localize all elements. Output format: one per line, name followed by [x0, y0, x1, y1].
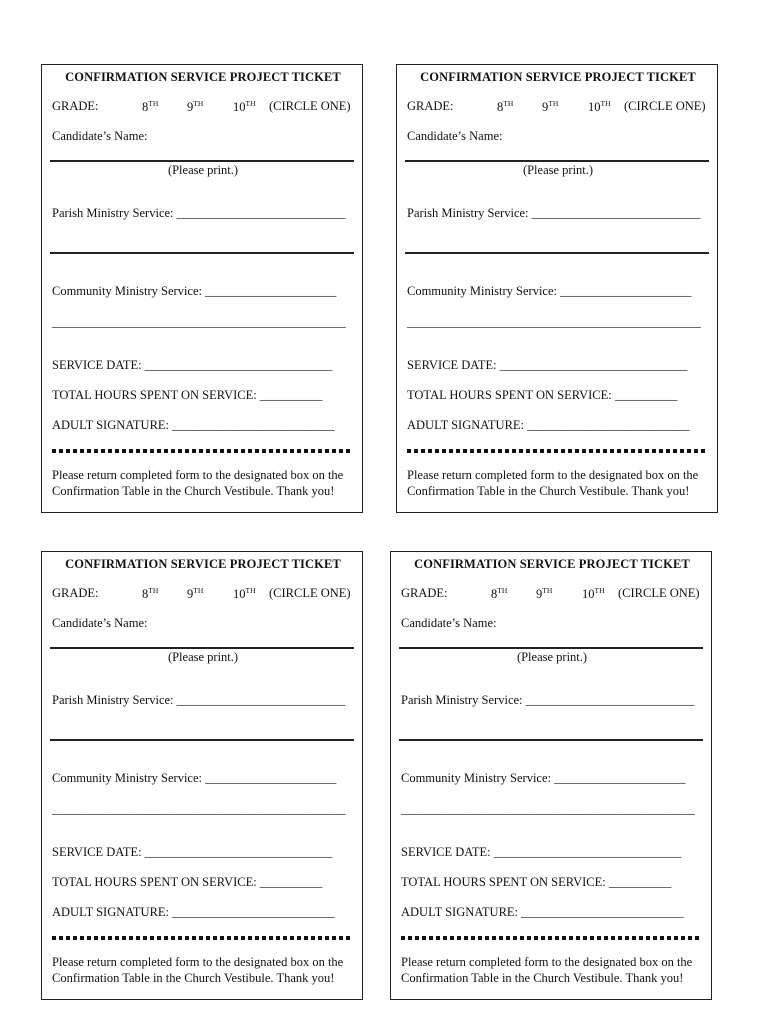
- candidate-name-line[interactable]: [50, 647, 354, 649]
- circle-one-instruction: (CIRCLE ONE): [269, 99, 351, 113]
- community-ministry-field[interactable]: Community Ministry Service: _____________________: [52, 284, 337, 298]
- grade-9-option[interactable]: 9TH: [536, 586, 553, 601]
- ticket-title: CONFIRMATION SERVICE PROJECT TICKET: [420, 70, 696, 84]
- candidate-name-label: Candidate’s Name:: [52, 616, 148, 630]
- grade-8-option[interactable]: 8TH: [491, 586, 508, 601]
- candidate-name-line[interactable]: [399, 647, 703, 649]
- community-ministry-field[interactable]: Community Ministry Service: _____________________: [401, 771, 686, 785]
- community-ministry-field[interactable]: Community Ministry Service: _____________________: [52, 771, 337, 785]
- circle-one-instruction: (CIRCLE ONE): [269, 586, 351, 600]
- community-ministry-line[interactable]: _______________________________________________: [52, 315, 346, 329]
- candidate-name-label: Candidate’s Name:: [401, 616, 497, 630]
- grade-10-option[interactable]: 10TH: [588, 99, 611, 114]
- please-print-note: (Please print.): [167, 163, 239, 177]
- dotted-separator: [401, 936, 701, 940]
- grade-8-option[interactable]: 8TH: [142, 99, 159, 114]
- grade-9-option[interactable]: 9TH: [542, 99, 559, 114]
- total-hours-field[interactable]: TOTAL HOURS SPENT ON SERVICE: __________: [401, 875, 672, 889]
- return-instructions: Please return completed form to the designated box on the Confirmation Table in the Church Vestibule. Thank you!: [52, 468, 344, 498]
- total-hours-field[interactable]: TOTAL HOURS SPENT ON SERVICE: __________: [407, 388, 678, 402]
- adult-signature-field[interactable]: ADULT SIGNATURE: __________________________: [401, 905, 684, 919]
- total-hours-field[interactable]: TOTAL HOURS SPENT ON SERVICE: __________: [52, 388, 323, 402]
- circle-one-instruction: (CIRCLE ONE): [624, 99, 706, 113]
- grade-10-option[interactable]: 10TH: [233, 99, 256, 114]
- parish-ministry-line[interactable]: [399, 739, 703, 741]
- community-ministry-line[interactable]: _______________________________________________: [401, 802, 695, 816]
- adult-signature-field[interactable]: ADULT SIGNATURE: __________________________: [52, 905, 335, 919]
- parish-ministry-line[interactable]: [50, 739, 354, 741]
- parish-ministry-field[interactable]: Parish Ministry Service: ___________________________: [401, 693, 695, 707]
- adult-signature-field[interactable]: ADULT SIGNATURE: __________________________: [52, 418, 335, 432]
- parish-ministry-line[interactable]: [50, 252, 354, 254]
- service-date-field[interactable]: SERVICE DATE: ______________________________: [401, 845, 682, 859]
- grade-8-option[interactable]: 8TH: [497, 99, 514, 114]
- circle-one-instruction: (CIRCLE ONE): [618, 586, 700, 600]
- return-instructions: Please return completed form to the designated box on the Confirmation Table in the Church Vestibule. Thank you!: [52, 955, 344, 985]
- grade-row: [407, 99, 709, 114]
- please-print-note: (Please print.): [516, 650, 588, 664]
- parish-ministry-line[interactable]: [405, 252, 709, 254]
- candidate-name-line[interactable]: [50, 160, 354, 162]
- service-date-field[interactable]: SERVICE DATE: ______________________________: [52, 358, 333, 372]
- grade-label: GRADE:: [52, 99, 99, 113]
- total-hours-field[interactable]: TOTAL HOURS SPENT ON SERVICE: __________: [52, 875, 323, 889]
- service-date-field[interactable]: SERVICE DATE: ______________________________: [52, 845, 333, 859]
- grade-9-option[interactable]: 9TH: [187, 586, 204, 601]
- community-ministry-line[interactable]: _______________________________________________: [52, 802, 346, 816]
- ticket-title: CONFIRMATION SERVICE PROJECT TICKET: [414, 557, 690, 571]
- return-instructions: Please return completed form to the designated box on the Confirmation Table in the Church Vestibule. Thank you!: [407, 468, 699, 498]
- ticket-bottom-left: [41, 551, 363, 1000]
- ticket-top-right: [396, 64, 718, 513]
- grade-row: [52, 99, 354, 114]
- grade-label: GRADE:: [52, 586, 99, 600]
- community-ministry-line[interactable]: _______________________________________________: [407, 315, 701, 329]
- ticket-title: CONFIRMATION SERVICE PROJECT TICKET: [65, 70, 341, 84]
- grade-9-option[interactable]: 9TH: [187, 99, 204, 114]
- grade-8-option[interactable]: 8TH: [142, 586, 159, 601]
- community-ministry-field[interactable]: Community Ministry Service: _____________________: [407, 284, 692, 298]
- dotted-separator: [52, 449, 352, 453]
- parish-ministry-field[interactable]: Parish Ministry Service: ___________________________: [52, 693, 346, 707]
- candidate-name-label: Candidate’s Name:: [407, 129, 503, 143]
- grade-10-option[interactable]: 10TH: [233, 586, 256, 601]
- adult-signature-field[interactable]: ADULT SIGNATURE: __________________________: [407, 418, 690, 432]
- ticket-bottom-right: [390, 551, 712, 1000]
- ticket-top-left: [41, 64, 363, 513]
- dotted-separator: [52, 936, 352, 940]
- candidate-name-label: Candidate’s Name:: [52, 129, 148, 143]
- return-instructions: Please return completed form to the designated box on the Confirmation Table in the Church Vestibule. Thank you!: [401, 955, 693, 985]
- parish-ministry-field[interactable]: Parish Ministry Service: ___________________________: [407, 206, 701, 220]
- grade-10-option[interactable]: 10TH: [582, 586, 605, 601]
- parish-ministry-field[interactable]: Parish Ministry Service: ___________________________: [52, 206, 346, 220]
- dotted-separator: [407, 449, 707, 453]
- grade-label: GRADE:: [401, 586, 448, 600]
- grade-label: GRADE:: [407, 99, 454, 113]
- service-date-field[interactable]: SERVICE DATE: ______________________________: [407, 358, 688, 372]
- grade-row: [52, 586, 354, 601]
- ticket-title: CONFIRMATION SERVICE PROJECT TICKET: [65, 557, 341, 571]
- grade-row: [401, 586, 703, 601]
- please-print-note: (Please print.): [167, 650, 239, 664]
- please-print-note: (Please print.): [522, 163, 594, 177]
- candidate-name-line[interactable]: [405, 160, 709, 162]
